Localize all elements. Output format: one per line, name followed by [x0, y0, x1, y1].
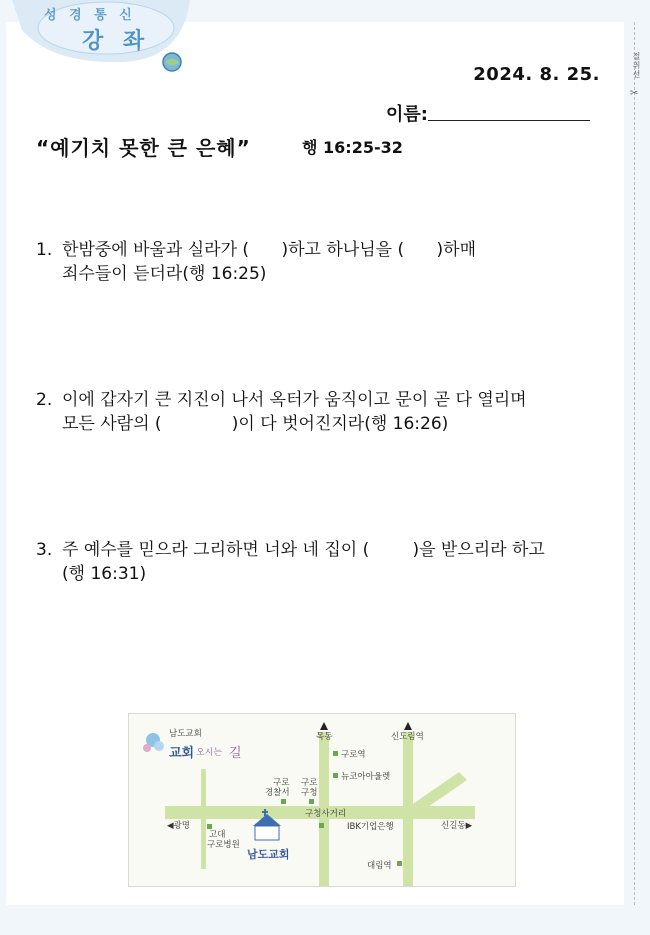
name-label: 이름:: [386, 104, 428, 125]
heart-logo-icon: [143, 733, 164, 752]
question-number: 1.: [36, 240, 53, 260]
lesson-scripture-reference: 행 16:25-32: [302, 138, 403, 157]
map-heading: 길: [229, 746, 242, 761]
map-church-label: 남도교회: [247, 848, 290, 861]
map-label: 경찰서: [265, 788, 290, 798]
north-arrow-icon: [404, 722, 412, 730]
map-label: 구청사거리: [305, 809, 347, 819]
map-heading: 교회: [169, 746, 195, 761]
question-line: (행 16:31): [62, 564, 147, 584]
map-label: 신도림역: [391, 732, 424, 742]
map-label: 뉴코아아울렛: [341, 772, 391, 782]
question-number: 2.: [36, 390, 53, 410]
question-line: 모든 사람의 ( )이 다 벗어진지라(행 16:26): [62, 414, 449, 434]
question-number: 3.: [36, 540, 53, 560]
map-label: 구로병원: [207, 840, 240, 850]
question-line: 한밤중에 바울과 실라가 ( )하고 하나님을 ( )하매: [62, 240, 476, 260]
date: 2024. 8. 25.: [473, 64, 600, 85]
lesson-title: “예기치 못한 큰 은혜”: [36, 136, 251, 160]
scissors-icon: ✂: [630, 88, 639, 99]
question-line: 주 예수를 믿으라 그리하면 너와 네 집이 ( )을 받으리라 하고: [62, 540, 545, 560]
map-label: 목동: [316, 732, 333, 742]
map-label: ◀광명: [167, 821, 190, 831]
map-label: IBK기업은행: [347, 822, 394, 832]
map-label: 구로역: [341, 750, 366, 760]
cut-line: [634, 22, 635, 905]
map-label: 구로: [301, 778, 318, 788]
bible-lecture-badge: [12, 0, 190, 80]
map-label: 구로: [273, 778, 290, 788]
cut-line-label: 절취선: [632, 52, 641, 79]
question-line: 이에 갑자기 큰 지진이 나서 옥터가 움직이고 문이 곧 다 열리며: [62, 390, 527, 410]
map-label: 고대: [209, 830, 226, 840]
map-label: 대림역: [367, 861, 392, 871]
north-arrow-icon: [320, 722, 328, 730]
directions-map: [128, 713, 516, 887]
map-heading: 오시는: [196, 748, 223, 758]
question-line: 죄수들이 듣더라(행 16:25): [62, 264, 267, 284]
map-label: 구청: [301, 788, 318, 798]
badge-bottom-text: 강 좌: [82, 29, 151, 54]
map-church-small: 남도교회: [169, 729, 202, 739]
badge-top-text: 성 경 통 신: [44, 8, 136, 23]
name-blank-line[interactable]: [428, 120, 590, 121]
map-label: 신길동▶: [441, 821, 473, 831]
